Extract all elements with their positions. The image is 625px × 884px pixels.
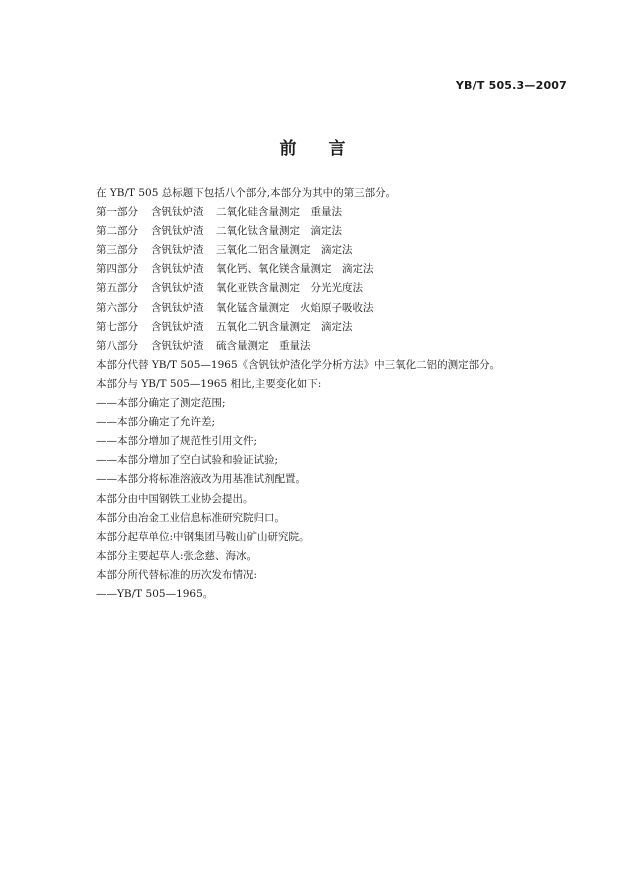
paragraph-drafters: 本部分主要起草人:张念慈、海冰。	[96, 549, 258, 562]
part-subject: 五氧化二钒含量测定 滴定法	[216, 320, 353, 333]
part-material: 含钒钛炉渣	[151, 244, 204, 257]
part-subject: 二氧化硅含量测定 重量法	[216, 206, 342, 219]
change-item: ——本部分确定了测定范围;	[96, 397, 226, 410]
part-list-item	[96, 260, 566, 279]
part-subject: 硫含量测定 重量法	[216, 339, 311, 352]
change-item: ——本部分增加了规范性引用文件;	[96, 435, 258, 448]
part-material: 含钒钛炉渣	[151, 263, 204, 276]
part-list-item	[96, 203, 566, 222]
part-list-item	[96, 279, 566, 298]
part-material: 含钒钛炉渣	[151, 282, 204, 295]
paragraph-drafting-unit: 本部分起草单位:中钢集团马鞍山矿山研究院。	[96, 530, 310, 543]
part-label: 第七部分	[96, 320, 138, 333]
change-item: ——本部分确定了允许差;	[96, 416, 216, 429]
part-label: 第二部分	[96, 225, 138, 238]
foreword-body	[96, 184, 566, 604]
part-label: 第四部分	[96, 263, 138, 276]
part-label: 第五部分	[96, 282, 138, 295]
part-subject: 氧化亚铁含量测定 分光光度法	[216, 282, 363, 295]
part-subject: 氧化锰含量测定 火焰原子吸收法	[216, 301, 374, 314]
part-label: 第六部分	[96, 301, 138, 314]
intro-paragraph: 在 YB/T 505 总标题下包括八个部分,本部分为其中的第三部分。	[96, 187, 397, 199]
part-label: 第一部分	[96, 206, 138, 219]
part-list-item	[96, 318, 566, 337]
paragraph-changes-intro: 本部分与 YB/T 505—1965 相比,主要变化如下:	[96, 377, 322, 390]
part-list-item	[96, 241, 566, 260]
part-material: 含钒钛炉渣	[151, 301, 204, 314]
part-material: 含钒钛炉渣	[151, 339, 204, 352]
part-subject: 氧化钙、氧化镁含量测定 滴定法	[216, 263, 374, 276]
standard-number: YB/T 505.3—2007	[455, 79, 567, 92]
part-subject: 二氧化钛含量测定 滴定法	[216, 225, 342, 238]
part-material: 含钒钛炉渣	[151, 225, 204, 238]
part-material: 含钒钛炉渣	[151, 320, 204, 333]
part-list-item	[96, 299, 566, 318]
part-label: 第三部分	[96, 244, 138, 257]
part-list-item	[96, 222, 566, 241]
page-title: 前言	[279, 139, 378, 159]
part-label: 第八部分	[96, 339, 138, 352]
change-item: ——本部分将标准溶液改为用基准试剂配置。	[96, 473, 306, 486]
part-subject: 三氧化二铝含量测定 滴定法	[216, 244, 353, 257]
part-material: 含钒钛炉渣	[151, 206, 204, 219]
paragraph-history-intro: 本部分所代替标准的历次发布情况:	[96, 568, 258, 581]
paragraph-responsible: 本部分由冶金工业信息标准研究院归口。	[96, 511, 285, 524]
paragraph-replaces: 本部分代替 YB/T 505—1965《含钒钛炉渣化学分析方法》中三氧化二铝的测定部分。	[96, 358, 501, 371]
part-list-item	[96, 337, 566, 356]
change-item: ——本部分增加了空白试验和验证试验;	[96, 454, 279, 467]
history-item: ——YB/T 505—1965。	[96, 587, 214, 600]
paragraph-proposer: 本部分由中国钢铁工业协会提出。	[96, 492, 254, 505]
